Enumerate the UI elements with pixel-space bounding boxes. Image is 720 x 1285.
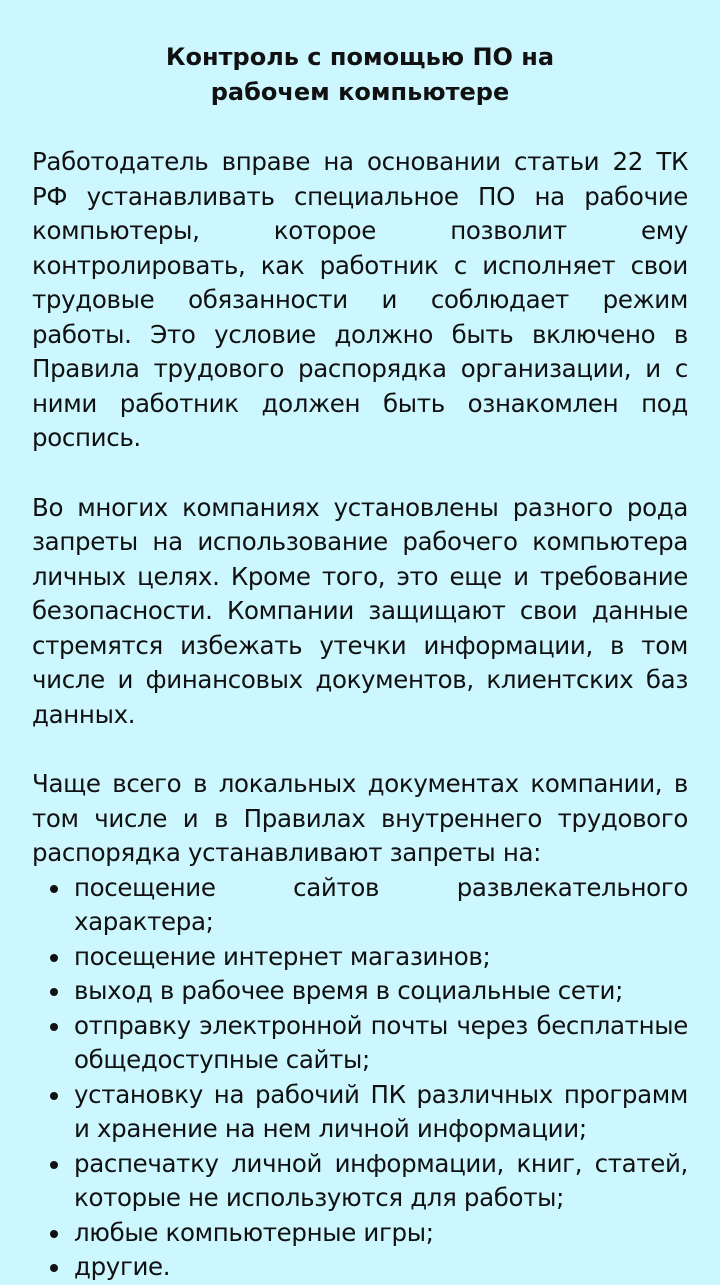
paragraph-software-control: Работодатель вправе на основании статьи 22 ТК РФ устанавливать специальное ПО на рабочие компьютеры, которое позволит ему контролировать, как работник с исполняет свои трудовые обязанности и соблюдает режим работы. Это условие должно быть включено в Правила трудового распорядка организации, и с ними работник должен быть ознакомлен под роспись. [32, 147, 688, 452]
page-title: Контроль с помощью ПО на рабочем компьютере [165, 43, 555, 106]
list-item-text: любые компьютерные игры; [74, 1217, 434, 1247]
list-item [32, 1147, 688, 1216]
list-item [32, 974, 688, 1009]
list-item-text: отправку электронной почты через бесплатные общедоступные сайты; [74, 1010, 688, 1074]
paragraph-restrictions: Во многих компаниях установлены разного рода запреты на использование рабочего компьютера личных целях. Кроме того, это еще и требование безопасности. Компании защищают свои данные стремятся избежать утечки информации, в том числе и финансовых документов, клиентских баз данных. [32, 492, 688, 729]
list-item [32, 1216, 688, 1251]
bullet-icon [50, 885, 58, 893]
list-item [32, 1078, 688, 1147]
list-item [32, 1009, 688, 1078]
list-item-text: установку на рабочий ПК различных программ и хранение на нем личной информации; [74, 1079, 688, 1143]
list-item [32, 871, 688, 940]
bullet-icon [50, 1023, 58, 1031]
list-item-text: другие. [74, 1252, 171, 1281]
list-item-text: выход в рабочее время в социальные сети; [74, 976, 623, 1005]
bullet-icon [50, 988, 58, 996]
list-item-text: распечатку личной информации, книг, статей, которые не используются для работы; [74, 1148, 688, 1212]
list-item-text: посещение интернет магазинов; [74, 941, 491, 971]
bullet-icon [50, 1264, 58, 1272]
bullet-icon [50, 954, 58, 962]
list-item-text: посещение сайтов развлекательного характера; [74, 872, 688, 936]
paragraph-prohibitions-intro: Чаще всего в локальных документах компании, в том числе и в Правилах внутреннего трудового распорядка устанавливают запреты на: [32, 769, 688, 867]
bullet-icon [50, 1092, 58, 1100]
list-item [32, 940, 688, 975]
bullet-icon [50, 1161, 58, 1169]
bullet-icon [50, 1230, 58, 1238]
list-item [32, 1250, 688, 1285]
prohibitions-list [32, 871, 688, 1285]
